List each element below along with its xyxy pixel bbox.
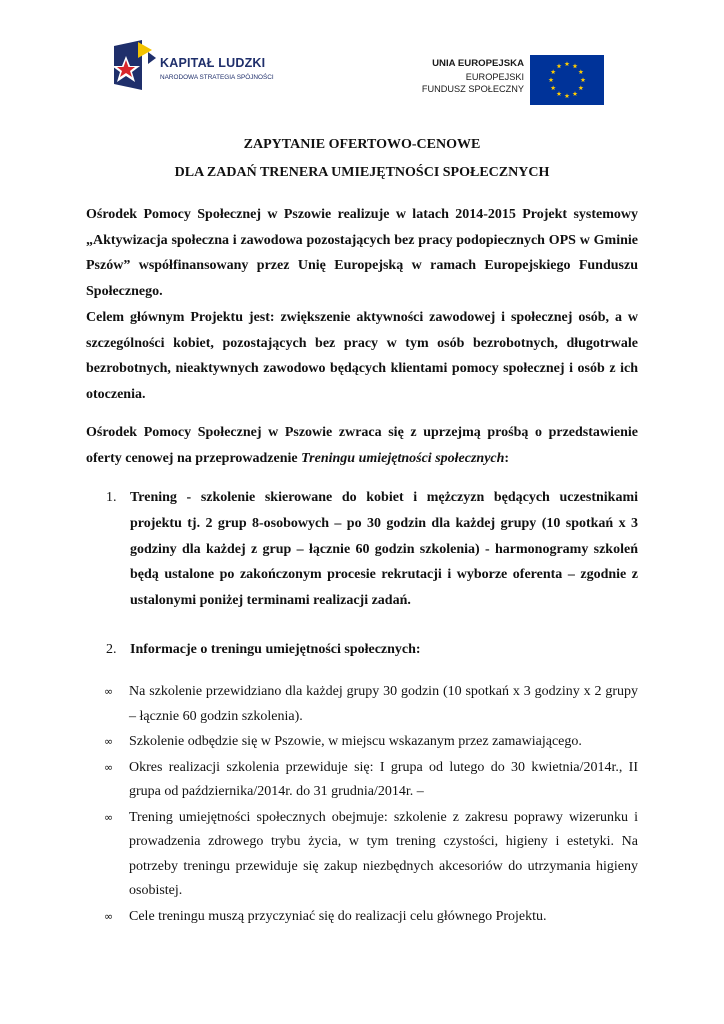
bullet-icon: ∞ bbox=[104, 760, 114, 774]
list-item bbox=[104, 756, 638, 805]
list-item bbox=[104, 806, 638, 904]
item-text: Trening - szkolenie skierowane do kobiet i mężczyzn będących uczestnikami projektu tj. 2 grup 8-osobowych – po 30 godzin dla każdej grupy (10 spotkań x 3 godziny dla każdej z grup – łącznie 60 godzin szkolenia) - harmonogramy szkoleń będą ustalone po zakończonym procesie rekrutacji i wyborze oferenta – zgodnie z ustalonymi poniżej terminami realizacji zadań. bbox=[130, 490, 638, 609]
bullet-text: Okres realizacji szkolenia przewiduje się: I grupa od lutego do 30 kwietnia/2014r., II grupa od października/2014r. do 31 grudnia/2014r. – bbox=[129, 759, 638, 799]
item-text: Informacje o treningu umiejętności społecznych: bbox=[130, 642, 421, 657]
bullet-icon: ∞ bbox=[104, 909, 114, 923]
bullet-list bbox=[104, 680, 638, 930]
bullet-text: Cele treningu muszą przyczyniać się do realizacji celu głównego Projektu. bbox=[129, 908, 547, 924]
list-item bbox=[104, 730, 638, 755]
request-paragraph bbox=[86, 420, 638, 471]
eu-logo-line1: UNIA EUROPEJSKA bbox=[432, 58, 524, 69]
eu-flag-icon bbox=[530, 55, 604, 105]
item-number: 2. bbox=[106, 642, 117, 657]
eu-logo-line2: EUROPEJSKI bbox=[465, 71, 524, 82]
request-italic: Treningu umiejętności społecznych bbox=[301, 450, 505, 466]
bullet-text: Na szkolenie przewidziano dla każdej grupy 30 godzin (10 spotkań x 3 godziny x 2 grupy – łącznie 60 godzin szkolenia). bbox=[129, 684, 638, 724]
eu-logo-text bbox=[422, 58, 524, 96]
bullet-icon: ∞ bbox=[104, 685, 114, 698]
kapital-ludzki-emblem-icon bbox=[112, 40, 158, 92]
logo-subtitle: NARODOWA STRATEGIA SPÓJNOŚCI bbox=[160, 74, 274, 81]
request-prefix: Ośrodek Pomocy Społecznej w Pszowie zwraca się z uprzejmą prośbą o przedstawienie oferty cenowej na przeprowadzenie bbox=[86, 425, 638, 466]
bullet-icon: ∞ bbox=[104, 735, 114, 748]
bullet-text: Trening umiejętności społecznych obejmuje: szkolenie z zakresu poprawy wizerunku i prowadzenia zdrowego trybu życia, w tym trening czystości, higieny i estetyki. Na potrzeby treningu przewiduje się zakup niezbędnych akcesoriów do utrzymania higieny osobistej. bbox=[129, 809, 638, 898]
intro-paragraph: Ośrodek Pomocy Społecznej w Pszowie realizuje w latach 2014-2015 Projekt systemowy „Aktywizacja społeczna i zawodowa pozostających bez pracy podopiecznych OPS w Gminie Pszów” współfinansowany przez Unię Europejską w ramach Europejskiego Funduszu Społecznego. bbox=[86, 207, 638, 299]
goal-paragraph: Celem głównym Projektu jest: zwiększenie aktywności zawodowej i społecznej osób, a w szczególności kobiet, pozostających bez pracy w tym osób bezrobotnych, długotrwale bezrobotnych, nieaktywnych zawodowo będących klientami pomocy społecznej i osób z ich otoczenia. bbox=[86, 310, 638, 402]
item-number: 1. bbox=[106, 490, 117, 505]
list-item bbox=[104, 680, 638, 729]
kapital-ludzki-logo bbox=[112, 40, 312, 96]
eu-efs-logo bbox=[412, 55, 604, 107]
document-title-line2: DLA ZADAŃ TRENERA UMIEJĘTNOŚCI SPOŁECZNYCH bbox=[174, 165, 550, 180]
bullet-text: Szkolenie odbędzie się w Pszowie, w miejscu wskazanym przez zamawiającego. bbox=[129, 734, 582, 749]
document-title-line1: ZAPYTANIE OFERTOWO-CENOWE bbox=[243, 137, 481, 152]
request-suffix: : bbox=[504, 450, 510, 466]
list-item bbox=[104, 905, 638, 930]
logo-title: KAPITAŁ LUDZKI bbox=[160, 56, 266, 70]
eu-logo-line3: FUNDUSZ SPOŁECZNY bbox=[421, 84, 524, 94]
bullet-icon: ∞ bbox=[104, 810, 114, 824]
